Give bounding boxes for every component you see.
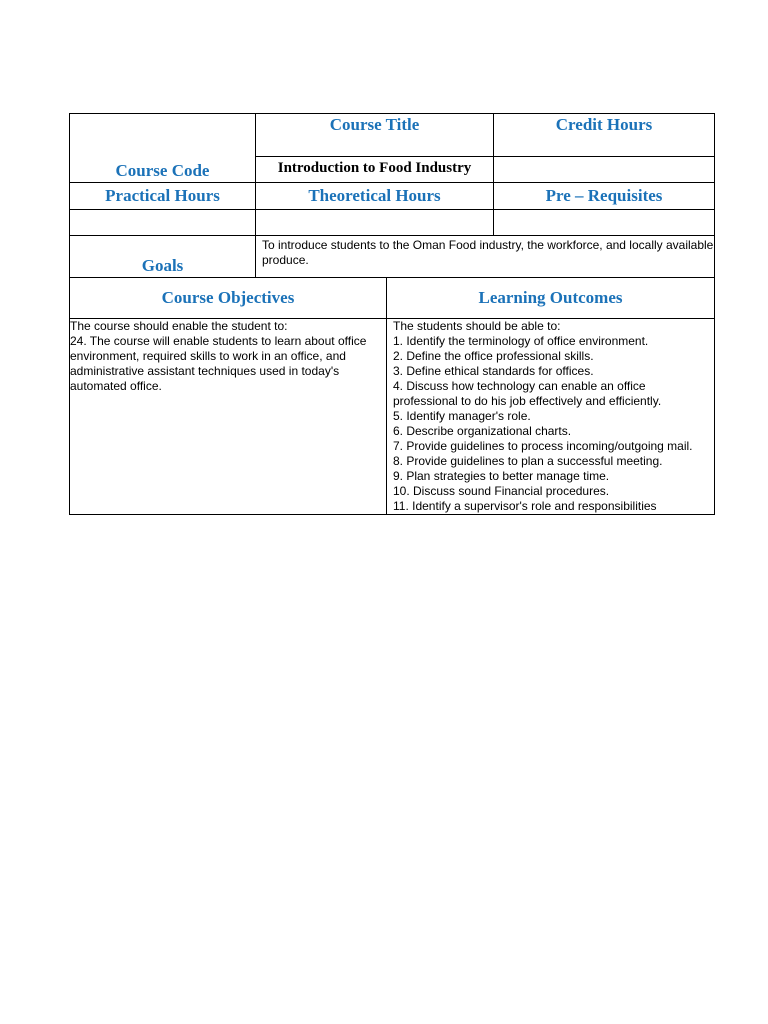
theoretical-hours-label: Theoretical Hours: [256, 183, 494, 210]
credit-hours-value: [494, 157, 715, 183]
course-table: [69, 113, 715, 515]
learning-outcomes-label: Learning Outcomes: [387, 278, 715, 319]
credit-hours-label: Credit Hours: [494, 114, 715, 157]
course-title-value: Introduction to Food Industry: [256, 157, 494, 183]
prerequisites-label: Pre – Requisites: [494, 183, 715, 210]
course-code-label: Course Code: [70, 114, 256, 183]
course-title-label: Course Title: [256, 114, 494, 157]
practical-hours-label: Practical Hours: [70, 183, 256, 210]
goals-row: [70, 236, 715, 278]
course-spec-sheet: [69, 113, 714, 515]
course-objectives-label: Course Objectives: [70, 278, 387, 319]
outcome-line: 10. Discuss sound Financial procedures.: [393, 484, 610, 498]
outcome-line: 9. Plan strategies to better manage time.: [393, 469, 610, 483]
outcome-line: 11. Identify a supervisor's role and responsibilities: [393, 499, 657, 513]
goals-text: To introduce students to the Oman Food industry, the workforce, and locally available produce.: [256, 236, 715, 278]
theoretical-hours-value: [256, 210, 494, 236]
outcome-line: 7. Provide guidelines to process incoming/outgoing mail.: [393, 439, 693, 453]
outcome-line: 3. Define ethical standards for offices.: [393, 364, 594, 378]
course-objectives-text: [70, 319, 387, 515]
objectives-line: The course should enable the student to:: [70, 319, 288, 333]
header-row-2: [70, 183, 715, 210]
objectives-header-row: [70, 278, 715, 319]
practical-hours-value: [70, 210, 256, 236]
outcome-line: 4. Discuss how technology can enable an office professional to do his job effectively and efficiently.: [393, 379, 662, 408]
objectives-line: 24. The course will enable students to learn about office environment, required skills to work in an office, and administrative assistant techniques used in today's automated office.: [70, 334, 367, 393]
outcome-line: 6. Describe organizational charts.: [393, 424, 572, 438]
outcome-line: The students should be able to:: [393, 319, 561, 333]
outcome-line: 5. Identify manager's role.: [393, 409, 531, 423]
objectives-body-row: [70, 319, 715, 515]
outcome-line: 2. Define the office professional skills.: [393, 349, 594, 363]
outcome-line: 1. Identify the terminology of office environment.: [393, 334, 649, 348]
outcome-line: 8. Provide guidelines to plan a successful meeting.: [393, 454, 663, 468]
goals-label: Goals: [70, 236, 256, 278]
learning-outcomes-text: [387, 319, 715, 515]
header-row-1: [70, 114, 715, 157]
prerequisites-value: [494, 210, 715, 236]
value-row-2: [70, 210, 715, 236]
